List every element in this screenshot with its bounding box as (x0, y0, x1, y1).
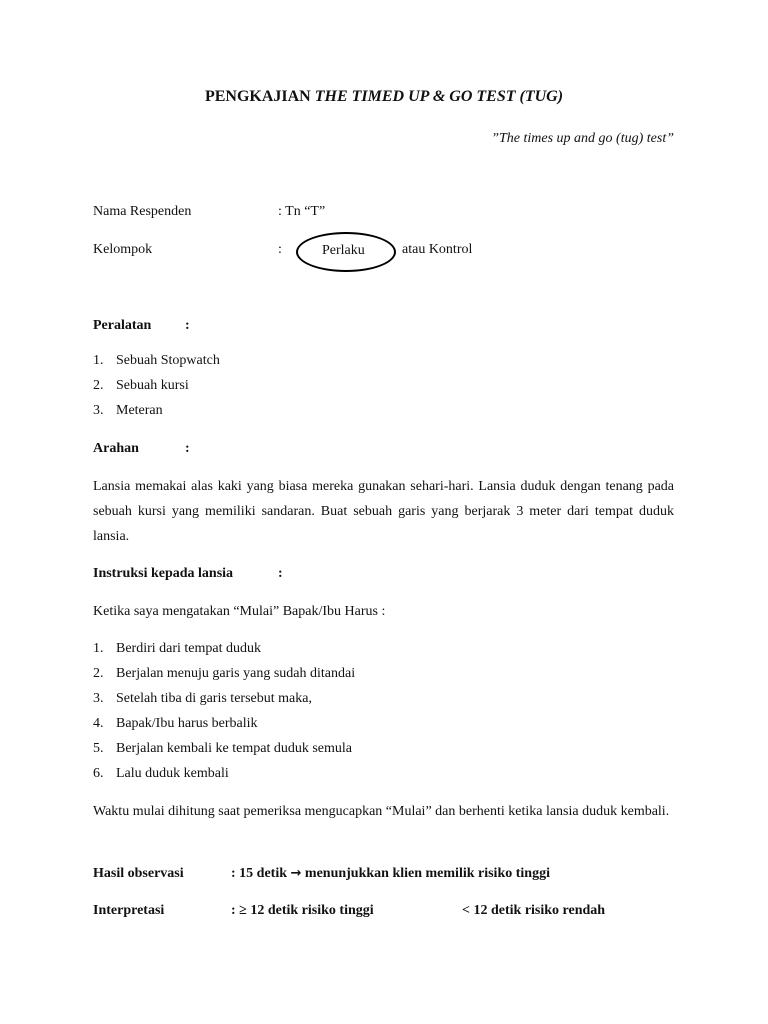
interpretation-label: Interpretasi (93, 903, 165, 918)
subtitle: ”The times up and go (tug) test” (491, 131, 674, 146)
interpretation-low: < 12 detik risiko rendah (462, 903, 606, 918)
arrow-right-icon: → (290, 866, 302, 881)
title-italic: THE TIMED UP & GO TEST (TUG) (314, 88, 564, 105)
group-label: Kelompok (93, 242, 153, 257)
page-title (0, 88, 768, 106)
respondent-label: Nama Respenden (93, 204, 192, 219)
observation-label: Hasil observasi (93, 866, 184, 881)
directions-heading: Arahan (93, 441, 139, 456)
observation-result: menunjukkan klien memilik risiko tinggi (304, 866, 550, 881)
directions-text: Lansia memakai alas kaki yang biasa mereka gunakan sehari-hari. Lansia duduk dengan tenang pada sebuah kursi yang memiliki sandaran. Buat sebuah garis yang berjarak 3 meter dari tempat duduk lansia. (93, 479, 674, 544)
instructions-colon: : (278, 566, 283, 581)
group-colon: : (278, 242, 282, 257)
group-other: atau Kontrol (402, 242, 473, 257)
interpretation-high: : ≥ 12 detik risiko tinggi (231, 903, 374, 918)
title-prefix: PENGKAJIAN (204, 88, 315, 105)
equipment-colon: : (185, 318, 190, 333)
instructions-intro: Ketika saya mengatakan “Mulai” Bapak/Ibu Harus : (93, 604, 386, 619)
observation-value (231, 866, 550, 882)
timing-note: Waktu mulai dihitung saat pemeriksa mengucapkan “Mulai” dan berhenti ketika lansia duduk kembali. (93, 804, 670, 819)
equipment-heading: Peralatan (93, 318, 152, 333)
instructions-heading: Instruksi kepada lansia (93, 566, 234, 581)
observation-time: : 15 detik (231, 866, 287, 881)
respondent-value: : Tn “T” (278, 204, 326, 219)
directions-colon: : (185, 441, 190, 456)
group-selected: Perlaku (322, 243, 365, 258)
